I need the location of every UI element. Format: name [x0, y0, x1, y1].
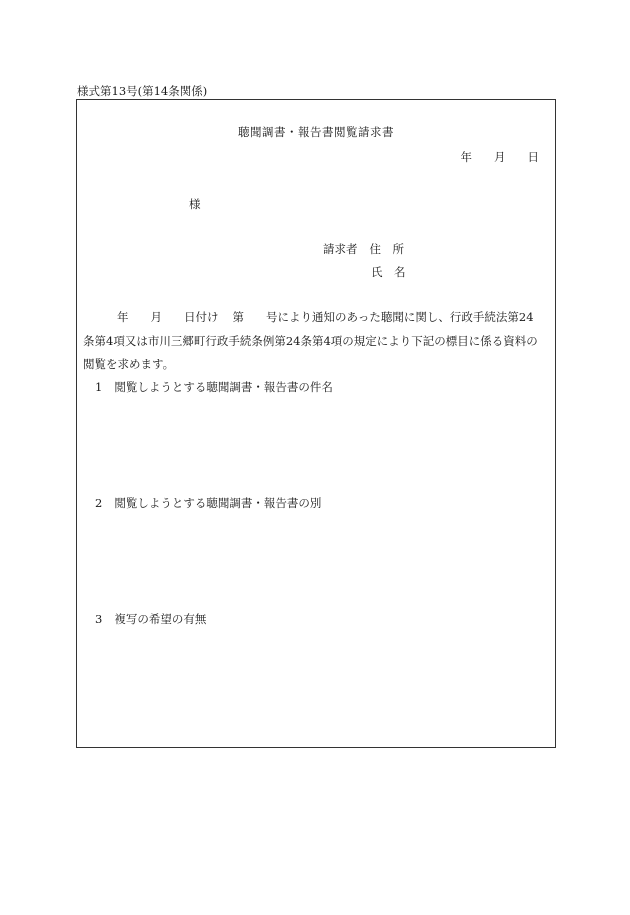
item-2-label: 閲覧しようとする聴聞調書・報告書の別	[114, 496, 322, 510]
item-2-number: 2	[95, 496, 103, 510]
requester-name-label: 氏 名	[371, 265, 406, 279]
notice-dated: 日付け	[184, 310, 219, 324]
requester-address-row	[323, 242, 404, 256]
date-year: 年	[460, 150, 472, 164]
requester-address-label: 住 所	[369, 242, 404, 256]
notice-number-prefix: 第	[232, 310, 244, 324]
date-day: 日	[527, 150, 539, 164]
requester-label: 請求者	[323, 242, 358, 256]
body-line-2: 条第4項又は市川三郷町行政手続条例第24条第4項の規定により下記の標目に係る資料の	[83, 334, 538, 348]
notice-year: 年	[117, 310, 129, 324]
item-3-number: 3	[95, 612, 103, 626]
item-2	[95, 496, 321, 510]
notice-month: 月	[150, 310, 162, 324]
body-line-3: 閲覧を求めます。	[83, 357, 175, 371]
document-title: 聴聞調書・報告書閲覧請求書	[238, 125, 394, 139]
date-month: 月	[494, 150, 506, 164]
item-1-label: 閲覧しようとする聴聞調書・報告書の件名	[114, 380, 333, 394]
item-1	[95, 380, 333, 394]
item-3-label: 複写の希望の有無	[114, 612, 207, 626]
date-line	[461, 150, 540, 164]
form-box	[76, 99, 556, 748]
item-3	[95, 612, 206, 626]
notice-line	[117, 310, 534, 324]
item-1-number: 1	[95, 380, 103, 394]
notice-text: 号により通知のあった聴聞に関し、行政手続法第24	[266, 310, 534, 324]
form-number: 様式第13号(第14条関係)	[77, 84, 208, 98]
addressee-suffix: 様	[189, 197, 201, 211]
